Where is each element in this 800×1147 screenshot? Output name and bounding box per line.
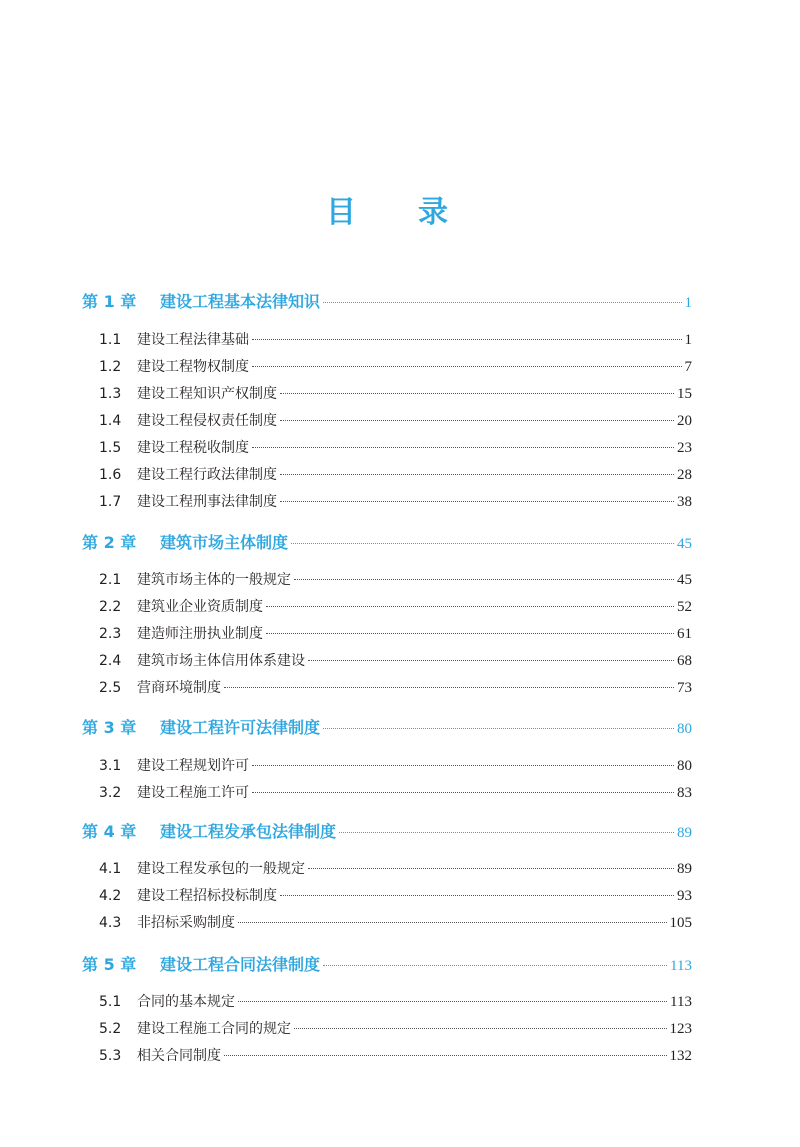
- page-number: 15: [677, 386, 692, 402]
- leader-dots: [252, 339, 682, 340]
- section-entry[interactable]: [99, 1043, 692, 1069]
- chapter-title: 建设工程基本法律知识: [160, 292, 321, 311]
- section-entry[interactable]: [99, 567, 692, 593]
- chapter-number: 第 5 章: [82, 955, 137, 974]
- leader-dots: [294, 1028, 667, 1029]
- page-number: 38: [677, 494, 692, 510]
- leader-dots: [266, 633, 674, 634]
- chapter-heading[interactable]: [82, 952, 692, 978]
- page-number: 45: [677, 536, 692, 552]
- section-title: 建设工程知识产权制度: [137, 386, 277, 402]
- leader-dots: [252, 792, 674, 793]
- section-number: 2.4: [99, 653, 122, 669]
- section-title: 建设工程税收制度: [137, 440, 249, 456]
- leader-dots: [280, 420, 674, 421]
- section-entry[interactable]: [99, 910, 692, 936]
- leader-dots: [280, 393, 674, 394]
- section-entry[interactable]: [99, 381, 692, 407]
- section-title: 建筑市场主体信用体系建设: [137, 653, 305, 669]
- page-number: 28: [677, 467, 692, 483]
- page-number: 113: [670, 958, 692, 974]
- chapter-title: 建设工程发承包法律制度: [160, 822, 337, 841]
- page-number: 1: [684, 332, 692, 348]
- section-entry[interactable]: [99, 489, 692, 515]
- page-number: 132: [669, 1048, 692, 1064]
- section-entry[interactable]: [99, 594, 692, 620]
- leader-dots: [238, 1001, 667, 1002]
- chapter-heading[interactable]: [82, 530, 692, 556]
- section-number: 3.1: [99, 758, 122, 774]
- section-entry[interactable]: [99, 408, 692, 434]
- page-number: 80: [677, 758, 692, 774]
- page-number: 123: [669, 1021, 692, 1037]
- leader-dots: [323, 302, 681, 303]
- page-number: 68: [677, 653, 692, 669]
- section-title: 建设工程行政法律制度: [137, 467, 277, 483]
- section-title: 相关合同制度: [137, 1048, 221, 1064]
- section-title: 建设工程招标投标制度: [137, 888, 277, 904]
- section-title: 建筑业企业资质制度: [137, 599, 263, 615]
- chapter-number: 第 2 章: [82, 533, 137, 552]
- leader-dots: [308, 868, 674, 869]
- section-entry[interactable]: [99, 327, 692, 353]
- leader-dots: [280, 895, 674, 896]
- leader-dots: [224, 1055, 667, 1056]
- leader-dots: [308, 660, 674, 661]
- leader-dots: [238, 922, 667, 923]
- chapter-heading[interactable]: [82, 715, 692, 741]
- page-title-char-1: 目: [326, 195, 356, 230]
- section-number: 2.2: [99, 599, 122, 615]
- section-title: 建造师注册执业制度: [137, 626, 263, 642]
- leader-dots: [252, 366, 682, 367]
- section-title: 建设工程施工许可: [137, 785, 249, 801]
- leader-dots: [294, 579, 674, 580]
- page-number: 89: [677, 861, 692, 877]
- section-number: 5.1: [99, 994, 122, 1010]
- leader-dots: [339, 832, 674, 833]
- section-number: 1.3: [99, 386, 122, 402]
- chapter-title: 建设工程许可法律制度: [160, 718, 321, 737]
- section-entry[interactable]: [99, 883, 692, 909]
- section-number: 1.2: [99, 359, 122, 375]
- section-title: 建设工程物权制度: [137, 359, 249, 375]
- section-number: 2.5: [99, 680, 122, 696]
- page-number: 93: [677, 888, 692, 904]
- section-title: 建设工程规划许可: [137, 758, 249, 774]
- section-entry[interactable]: [99, 675, 692, 701]
- page-number: 1: [684, 295, 692, 311]
- chapter-number: 第 4 章: [82, 822, 137, 841]
- page-number: 73: [677, 680, 692, 696]
- page-number: 105: [669, 915, 692, 931]
- leader-dots: [291, 543, 674, 544]
- section-title: 营商环境制度: [137, 680, 221, 696]
- section-number: 3.2: [99, 785, 122, 801]
- leader-dots: [252, 765, 674, 766]
- leader-dots: [323, 728, 674, 729]
- leader-dots: [224, 687, 674, 688]
- leader-dots: [323, 965, 667, 966]
- section-title: 建设工程施工合同的规定: [137, 1021, 291, 1037]
- section-number: 5.3: [99, 1048, 122, 1064]
- section-title: 建设工程刑事法律制度: [137, 494, 277, 510]
- section-entry[interactable]: [99, 856, 692, 882]
- chapter-number: 第 3 章: [82, 718, 137, 737]
- leader-dots: [252, 447, 674, 448]
- section-number: 1.7: [99, 494, 122, 510]
- section-entry[interactable]: [99, 648, 692, 674]
- page-number: 89: [677, 825, 692, 841]
- section-number: 1.4: [99, 413, 122, 429]
- page-number: 61: [677, 626, 692, 642]
- page-number: 52: [677, 599, 692, 615]
- page-title: [0, 193, 800, 233]
- section-number: 2.1: [99, 572, 122, 588]
- leader-dots: [266, 606, 674, 607]
- page-number: 7: [684, 359, 692, 375]
- section-entry[interactable]: [99, 780, 692, 806]
- chapter-number: 第 1 章: [82, 292, 137, 311]
- section-title: 建设工程发承包的一般规定: [137, 861, 305, 877]
- chapter-heading[interactable]: [82, 819, 692, 845]
- chapter-title: 建筑市场主体制度: [160, 533, 289, 552]
- page-number: 45: [677, 572, 692, 588]
- page-title-char-2: 录: [418, 195, 448, 230]
- section-number: 1.1: [99, 332, 122, 348]
- section-title: 建设工程法律基础: [137, 332, 249, 348]
- chapter-heading[interactable]: [82, 289, 692, 315]
- section-entry[interactable]: [99, 753, 692, 779]
- section-entry[interactable]: [99, 462, 692, 488]
- section-title: 建筑市场主体的一般规定: [137, 572, 291, 588]
- page-number: 23: [677, 440, 692, 456]
- section-entry[interactable]: [99, 621, 692, 647]
- page-number: 113: [670, 994, 692, 1010]
- page-number: 80: [677, 721, 692, 737]
- section-number: 1.5: [99, 440, 122, 456]
- section-entry[interactable]: [99, 989, 692, 1015]
- section-entry[interactable]: [99, 354, 692, 380]
- page-number: 20: [677, 413, 692, 429]
- section-number: 1.6: [99, 467, 122, 483]
- section-entry[interactable]: [99, 1016, 692, 1042]
- section-number: 5.2: [99, 1021, 122, 1037]
- section-title: 建设工程侵权责任制度: [137, 413, 277, 429]
- section-number: 4.3: [99, 915, 122, 931]
- leader-dots: [280, 474, 674, 475]
- section-title: 非招标采购制度: [137, 915, 235, 931]
- leader-dots: [280, 501, 674, 502]
- section-entry[interactable]: [99, 435, 692, 461]
- section-number: 4.2: [99, 888, 122, 904]
- section-number: 4.1: [99, 861, 122, 877]
- chapter-title: 建设工程合同法律制度: [160, 955, 321, 974]
- section-number: 2.3: [99, 626, 122, 642]
- section-title: 合同的基本规定: [137, 994, 235, 1010]
- page-number: 83: [677, 785, 692, 801]
